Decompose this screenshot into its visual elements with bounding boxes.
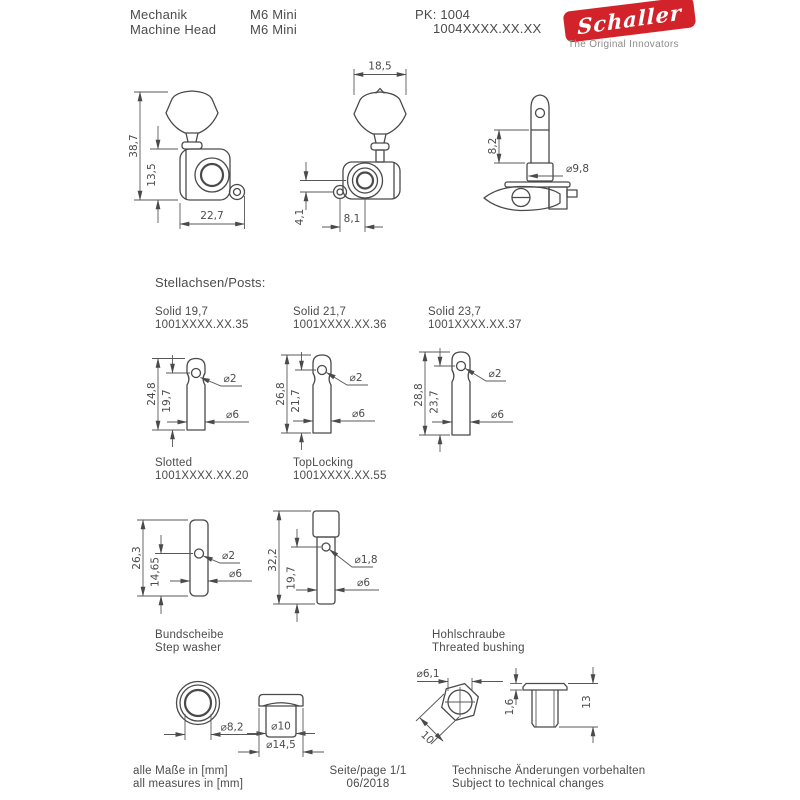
dim-post-dia: ⌀6 (357, 577, 371, 589)
dim-total: 24,8 (146, 382, 158, 406)
dim-post-dia: ⌀6 (352, 408, 366, 420)
mounting-ear (230, 185, 245, 200)
bushing-label (432, 629, 525, 655)
dim-hole-dia: ⌀1,8 (354, 554, 378, 566)
dim-back-hole-spacing: 8,1 (343, 213, 361, 225)
footer-page-number: Seite/page 1/1 (329, 765, 407, 777)
drawing-post-solid-21 (275, 352, 375, 450)
dim-hole-dia: ⌀2 (488, 368, 502, 380)
mounting-ear-hole (337, 189, 343, 195)
dim-post-dia: ⌀6 (226, 409, 240, 421)
mounting-ear (334, 186, 347, 199)
tuner-button-outline (166, 91, 218, 133)
dim-washer-outer-dia: ⌀14,5 (266, 739, 296, 751)
string-hole (318, 366, 327, 375)
dim-bushing-hex-width: 10 (418, 728, 437, 747)
dim-bushing-total-height: 13 (581, 695, 593, 709)
dim-length: 21,7 (290, 389, 302, 413)
string-hole (192, 369, 201, 378)
dim-hole-dia: ⌀2 (222, 550, 236, 562)
bushing-flange-profile (523, 684, 567, 691)
footer-units-de: alle Maße in [mm] (133, 765, 228, 777)
dim-length: 19,7 (285, 566, 298, 590)
drawing-step-washer (164, 682, 324, 758)
dim-top-collar-dia: ⌀9,8 (566, 163, 590, 175)
drawing-post-solid-23 (413, 348, 513, 452)
tuner-housing (343, 162, 400, 199)
post-outline (531, 95, 549, 163)
variant-label-solid-21 (293, 306, 387, 332)
washer-outer-circle (177, 682, 220, 725)
string-hole (322, 543, 330, 551)
logo-brand-text: Schaller (577, 0, 682, 40)
model-en: M6 Mini (250, 21, 297, 37)
drawing-side-view (128, 91, 245, 229)
string-hole (536, 109, 545, 118)
tuner-button-outline (354, 92, 406, 134)
footer-notice-de: Technische Änderungen vorbehalten (452, 765, 646, 777)
dim-total: 26,3 (131, 546, 143, 570)
post-outline (313, 355, 331, 433)
string-hole (195, 549, 204, 558)
drawing-post-toplocking (267, 511, 379, 622)
variant-label-slotted (155, 457, 249, 483)
dim-post-dia: ⌀6 (229, 568, 243, 580)
footer-date: 06/2018 (346, 778, 390, 790)
mounting-tab (567, 190, 577, 197)
washer-label (155, 629, 224, 655)
variant-code: 1001XXXX.XX.20 (155, 470, 249, 482)
washer-hole-circle (185, 690, 211, 716)
dim-bushing-hole-dia: ⌀6,1 (416, 668, 440, 680)
drawing-threaded-bushing (416, 667, 598, 747)
drawing-post-slotted (131, 520, 252, 614)
variant-name: TopLocking (293, 457, 354, 469)
variant-name: Solid 21,7 (293, 306, 347, 318)
dim-length: 14,65 (149, 556, 162, 588)
dim-back-button-width: 18,5 (368, 60, 392, 73)
variant-code: 1001XXXX.XX.36 (293, 319, 387, 331)
doc-type-de: Mechanik (130, 7, 188, 22)
variant-label-solid-19 (155, 306, 249, 332)
dim-side-housing-height: 13,5 (146, 163, 158, 187)
footer-page (318, 765, 418, 791)
post-outline (187, 359, 205, 431)
pk-label: PK: 1004 (415, 7, 471, 22)
dim-total: 28,8 (413, 383, 425, 407)
washer-flange-profile (259, 695, 303, 707)
model-de: M6 Mini (250, 7, 297, 22)
string-hole (457, 362, 466, 371)
dim-back-ear-offset: 4,1 (294, 208, 306, 226)
logo-tagline: The Original Innovators (568, 39, 679, 50)
dim-top-post-height: 8,2 (487, 137, 499, 155)
variant-name: Solid 23,7 (428, 306, 482, 318)
dim-bushing-flange-height: 1,6 (504, 698, 516, 716)
dim-total: 26,8 (275, 382, 287, 406)
variant-code: 1001XXXX.XX.35 (155, 319, 249, 331)
posts-heading: Stellachsen/Posts: (155, 275, 266, 290)
dim-washer-step-dia: ⌀10 (271, 720, 291, 733)
post-outline (452, 352, 470, 435)
drawing-top-view (484, 95, 589, 211)
tuner-shaft (374, 134, 386, 143)
tuner-shaft-collar (182, 142, 202, 149)
tuner-shaft (186, 133, 198, 142)
footer-notice (452, 765, 645, 791)
footer-units (133, 765, 243, 791)
dim-side-width: 22,7 (200, 210, 224, 222)
bushing-name-de: Hohlschraube (432, 629, 506, 641)
variant-label-solid-23 (428, 306, 522, 332)
mounting-ear-hole (234, 189, 241, 196)
post-collar (527, 163, 553, 181)
dim-washer-inner-dia: ⌀8,2 (220, 721, 244, 734)
footer-units-en: all measures in [mm] (133, 778, 244, 790)
variant-name: Slotted (155, 457, 193, 469)
dim-length: 19,7 (161, 389, 173, 413)
locking-knob-knurled (313, 511, 339, 537)
pk-code: 1004XXXX.XX.XX (433, 21, 542, 36)
drawing-back-view (294, 61, 406, 233)
variant-code: 1001XXXX.XX.37 (428, 319, 522, 331)
dim-total: 32,2 (267, 548, 279, 572)
dim-post-dia: ⌀6 (491, 409, 505, 421)
dim-hole-dia: ⌀2 (349, 372, 363, 384)
washer-name-en: Step washer (155, 642, 222, 654)
variant-label-toplocking (293, 457, 387, 483)
variant-code: 1001XXXX.XX.55 (293, 470, 387, 482)
variant-name: Solid 19,7 (155, 306, 209, 318)
dim-length: 23,7 (428, 390, 441, 414)
dim-hole-dia: ⌀2 (223, 373, 237, 385)
bushing-name-en: Threated bushing (432, 642, 525, 654)
dim-side-total-height: 38,7 (128, 134, 140, 158)
washer-name-de: Bundscheibe (155, 629, 224, 641)
footer-notice-en: Subject to technical changes (452, 778, 605, 790)
doc-type-en: Machine Head (130, 21, 217, 37)
drawing-post-solid-19 (146, 355, 249, 447)
